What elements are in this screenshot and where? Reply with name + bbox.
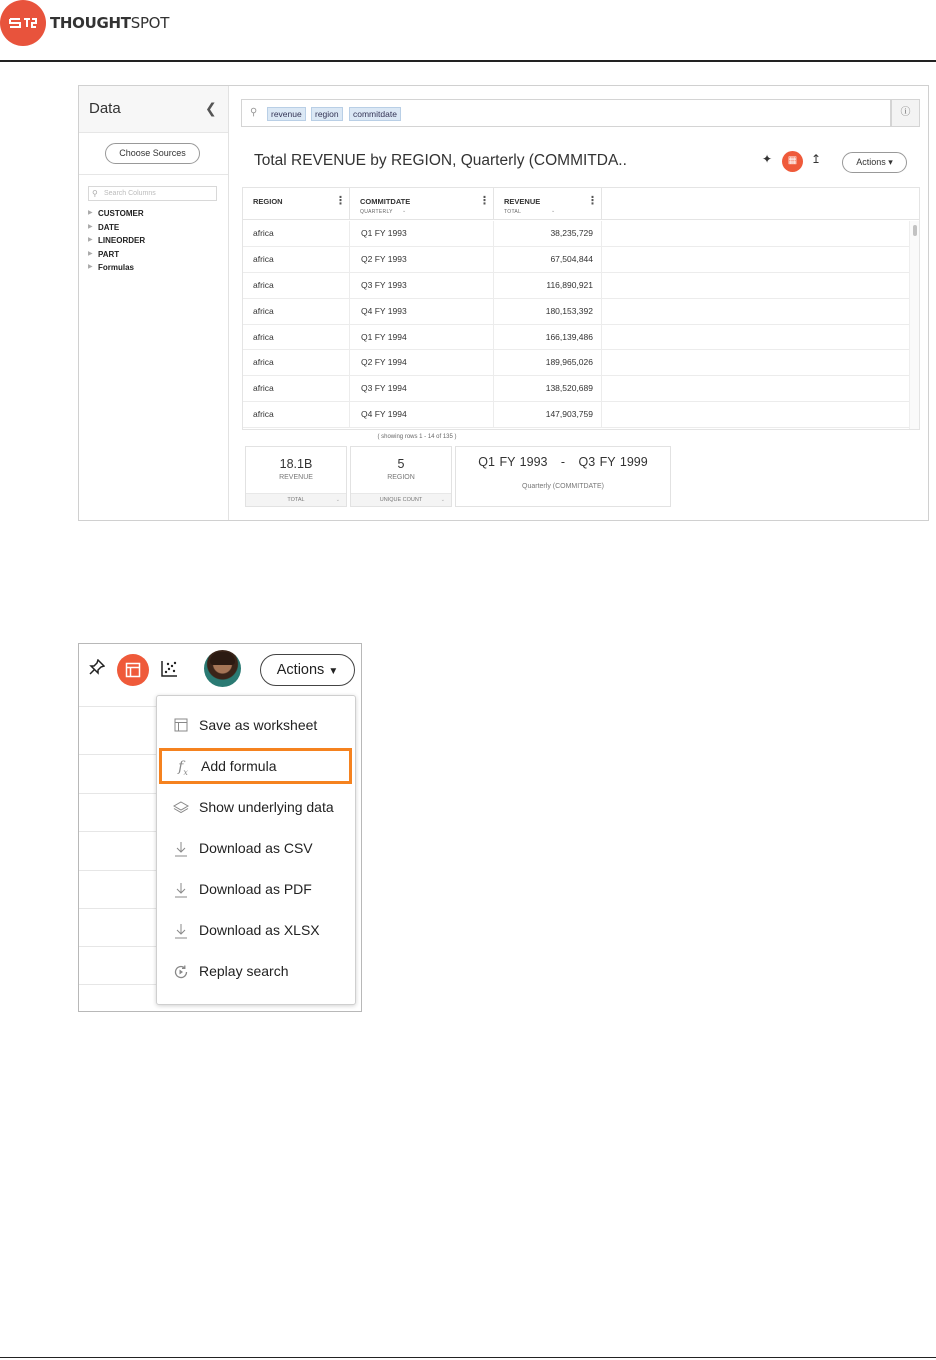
cell-revenue: 147,903,759	[494, 402, 602, 428]
empty-cell	[602, 376, 909, 402]
line-chart-icon[interactable]: ↥	[811, 152, 822, 166]
menu-item-save-as-worksheet[interactable]: Save as worksheet	[157, 707, 355, 743]
table-row[interactable]	[243, 402, 909, 428]
thoughtspot-logo-icon	[0, 0, 46, 46]
download-icon	[173, 841, 189, 857]
expand-triangle-icon: ▶	[88, 264, 93, 271]
empty-cell	[602, 325, 909, 351]
footer-divider	[0, 1357, 936, 1358]
divider	[79, 946, 159, 947]
cell-region: africa	[243, 325, 350, 351]
cell-commitdate: Q4 FY 1993	[350, 299, 494, 325]
cell-region: africa	[243, 221, 350, 247]
expand-triangle-icon: ▶	[88, 250, 93, 257]
column-header-commitdate[interactable]: COMMITDATE QUARTERLY ⌄ ⋮	[350, 188, 494, 220]
cell-region: africa	[243, 247, 350, 273]
divider	[79, 793, 159, 794]
rows-count-note: ( showing rows 1 - 14 of 135 )	[377, 434, 457, 440]
chevron-down-icon: ⌄	[335, 497, 340, 503]
download-icon	[173, 923, 189, 939]
empty-cell	[602, 273, 909, 299]
worksheet-icon	[173, 718, 189, 734]
cell-region: africa	[243, 273, 350, 299]
headline-region[interactable]: 5 REGION UNIQUE COUNT ⌄	[350, 446, 452, 507]
source-item-customer[interactable]: ▶ CUSTOMER	[88, 209, 144, 218]
menu-item-replay-search[interactable]: Replay search	[157, 953, 355, 989]
column-menu-icon[interactable]: ⋮	[335, 195, 346, 207]
cell-revenue: 166,139,486	[494, 325, 602, 351]
data-panel	[79, 86, 229, 520]
table-icon[interactable]	[117, 654, 149, 686]
brand-header	[0, 0, 169, 46]
cell-commitdate: Q3 FY 1994	[350, 376, 494, 402]
search-columns-placeholder: Search Columns	[104, 190, 156, 197]
chevron-down-icon[interactable]: ⌄	[551, 208, 556, 214]
divider	[79, 706, 159, 707]
column-header-revenue[interactable]: REVENUE TOTAL ⌄ ⋮	[494, 188, 602, 220]
source-list	[88, 207, 145, 275]
cell-region: africa	[243, 402, 350, 428]
empty-cell	[602, 247, 909, 273]
column-menu-icon[interactable]: ⋮	[479, 195, 490, 207]
table-row[interactable]	[243, 325, 909, 351]
menu-item-download-xlsx[interactable]: Download as XLSX	[157, 912, 355, 948]
search-answer-screenshot	[78, 85, 929, 521]
table-icon[interactable]: ▦	[782, 151, 803, 172]
cell-revenue: 67,504,844	[494, 247, 602, 273]
table-row[interactable]	[243, 350, 909, 376]
headline-revenue[interactable]: 18.1B REVENUE TOTAL ⌄	[245, 446, 347, 507]
expand-triangle-icon: ▶	[88, 210, 93, 216]
caret-down-icon: ▼	[328, 666, 339, 677]
table-scrollbar[interactable]	[909, 221, 920, 430]
menu-item-download-pdf[interactable]: Download as PDF	[157, 871, 355, 907]
actions-button[interactable]: Actions ▾	[842, 152, 907, 173]
pin-icon[interactable]: ✦	[762, 152, 773, 166]
actions-button[interactable]: Actions ▼	[260, 654, 355, 686]
avatar[interactable]	[204, 650, 241, 687]
chevron-down-icon: ⌄	[440, 497, 445, 503]
empty-cell	[602, 221, 909, 247]
source-item-lineorder[interactable]: ▶ LINEORDER	[88, 236, 146, 246]
cell-commitdate: Q1 FY 1993	[350, 221, 494, 247]
actions-dropdown-menu	[156, 695, 356, 1005]
menu-item-add-formula[interactable]: $f_x$ Add formula	[159, 748, 352, 784]
cell-commitdate: Q2 FY 1994	[350, 350, 494, 376]
question-circle-icon[interactable]: ⓘ	[891, 99, 920, 127]
table-row[interactable]	[243, 273, 909, 299]
cell-region: africa	[243, 299, 350, 325]
brand-name: THOUGHTSPOT	[50, 14, 170, 32]
avatar-hair	[210, 652, 235, 665]
column-header-region[interactable]: REGION ⋮	[243, 188, 350, 220]
headline-aggregation-select[interactable]: UNIQUE COUNT ⌄	[351, 493, 451, 506]
download-icon	[173, 882, 189, 898]
search-icon: ⚲	[250, 107, 258, 118]
cell-commitdate: Q2 FY 1993	[350, 247, 494, 273]
cell-region: africa	[243, 350, 350, 376]
cell-revenue: 116,890,921	[494, 273, 602, 299]
source-item-part[interactable]: ▶ PART	[88, 249, 120, 259]
search-token-commitdate[interactable]: commitdate	[349, 107, 401, 121]
search-token-region[interactable]: region	[311, 107, 343, 121]
pin-icon[interactable]	[89, 659, 105, 680]
divider	[79, 984, 159, 985]
cell-commitdate: Q3 FY 1993	[350, 273, 494, 299]
table-header	[243, 188, 920, 220]
divider	[79, 754, 159, 755]
expand-triangle-icon: ▶	[88, 237, 93, 244]
results-table	[242, 187, 920, 430]
headline-date-range[interactable]: Q1 FY 1993 - Q3 FY 1999 Quarterly (COMMITDATE)	[455, 446, 671, 507]
cell-revenue: 180,153,392	[494, 299, 602, 325]
scatter-chart-icon[interactable]	[160, 660, 178, 683]
answer-title[interactable]: Total REVENUE by REGION, Quarterly (COMMITDA..	[254, 152, 627, 169]
choose-sources-button[interactable]: Choose Sources	[105, 143, 200, 164]
table-row[interactable]	[243, 247, 909, 273]
table-body	[243, 221, 909, 428]
replay-icon	[173, 964, 189, 980]
search-columns-input[interactable]	[88, 186, 217, 201]
divider	[79, 870, 159, 871]
data-panel-title: Data	[89, 100, 121, 117]
cell-revenue: 189,965,026	[494, 350, 602, 376]
empty-cell	[602, 299, 909, 325]
scrollbar-thumb[interactable]	[913, 225, 917, 236]
headline-aggregation-select[interactable]: TOTAL ⌄	[246, 493, 346, 506]
table-row[interactable]	[243, 221, 909, 247]
search-icon: ⚲	[92, 189, 98, 198]
empty-cell	[602, 402, 909, 428]
header-divider	[0, 60, 936, 62]
cell-revenue: 38,235,729	[494, 221, 602, 247]
search-token-revenue[interactable]: revenue	[267, 107, 306, 121]
divider	[79, 831, 159, 832]
expand-triangle-icon: ▶	[88, 223, 93, 230]
chevron-down-icon[interactable]: ⌄	[402, 208, 407, 214]
cell-revenue: 138,520,689	[494, 376, 602, 402]
cell-region: africa	[243, 376, 350, 402]
source-item-date[interactable]: ▶ DATE	[88, 222, 120, 232]
table-row[interactable]	[243, 299, 909, 325]
cell-commitdate: Q4 FY 1994	[350, 402, 494, 428]
formula-icon: $f_x$	[178, 759, 188, 777]
column-menu-icon[interactable]: ⋮	[587, 195, 598, 207]
source-item-formulas[interactable]: ▶ Formulas	[88, 263, 135, 273]
layers-icon	[173, 800, 189, 816]
data-panel-header	[79, 86, 228, 133]
menu-item-download-csv[interactable]: Download as CSV	[157, 830, 355, 866]
divider	[79, 908, 159, 909]
actions-menu-screenshot	[78, 643, 362, 1012]
empty-cell	[602, 350, 909, 376]
menu-item-show-underlying-data[interactable]: Show underlying data	[157, 789, 355, 825]
divider	[79, 174, 228, 175]
cell-commitdate: Q1 FY 1994	[350, 325, 494, 351]
search-bar[interactable]	[241, 99, 891, 127]
collapse-chevron-icon[interactable]: ❮	[205, 100, 217, 116]
table-row[interactable]	[243, 376, 909, 402]
